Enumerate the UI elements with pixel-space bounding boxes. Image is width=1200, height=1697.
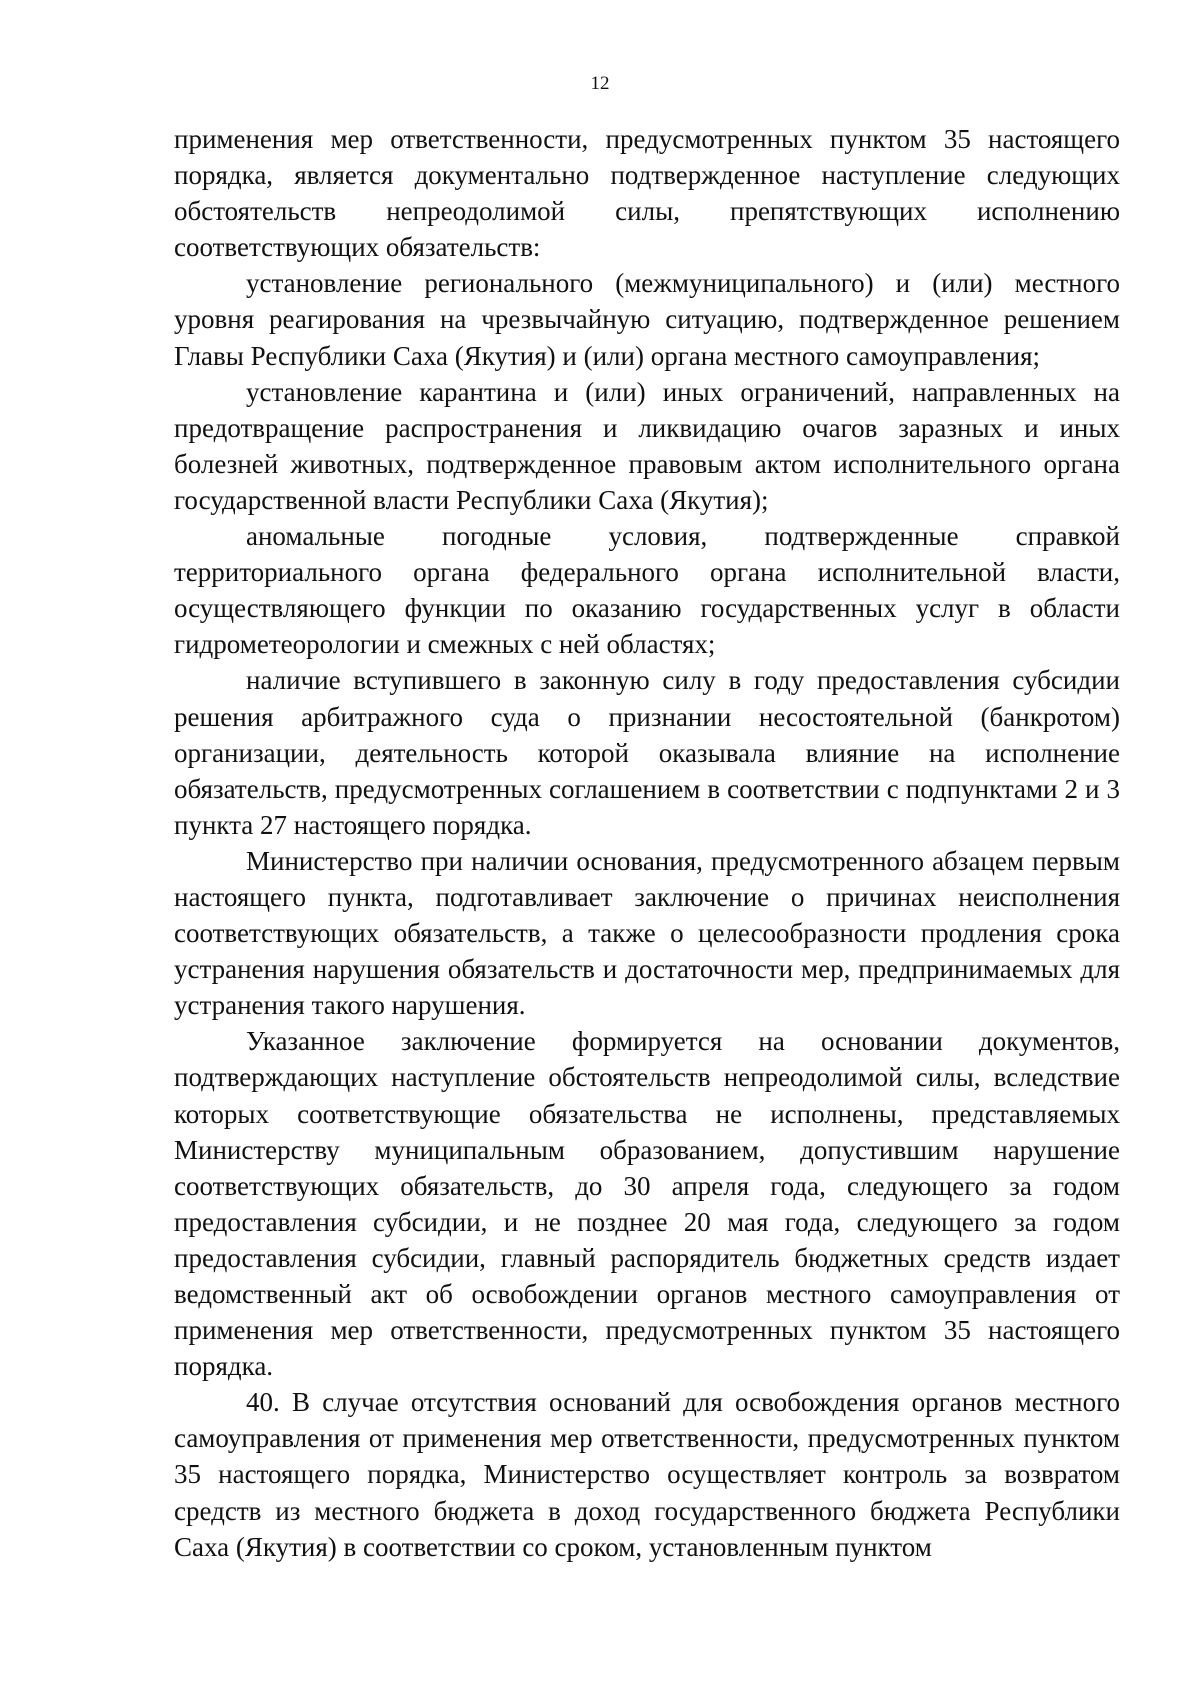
paragraph-quarantine: установление карантина и (или) иных ограничений, направленных на предотвращение распространения и ликвидацию очагов заразных и иных болезней животных, подтвержденное правовым актом исполнительного органа государственной власти Республики Саха (Якутия); [174, 376, 1120, 515]
paragraph-weather-conditions: аномальные погодные условия, подтвержденные справкой территориального органа федерального органа исполнительной власти, осуществляющего функции по оказанию государственных услуг в области гидрометеорологии и смежных с ней областях; [174, 521, 1120, 660]
paragraph-item-40: 40. В случае отсутствия оснований для освобождения органов местного самоуправления от применения мер ответственности, предусмотренных пунктом 35 настоящего порядка, Министерство осуществляет контроль за возвратом средств из местного бюджета в доход государственного бюджета Республики Саха (Якутия) в соответствии со сроком, установленным пунктом [174, 1387, 1120, 1562]
document-body [174, 121, 1120, 1565]
paragraph-regional-emergency: установление регионального (межмуниципального) и (или) местного уровня реагирования на чрезвычайную ситуацию, подтвержденное решением Главы Республики Саха (Якутия) и (или) органа местного самоуправления; [174, 268, 1120, 371]
paragraph-conclusion-basis: Указанное заключение формируется на основании документов, подтверждающих наступление обстоятельств непреодолимой силы, вследствие которых соответствующие обязательства не исполнены, представляемых Министерству муниципальным образованием, допустившим нарушение соответствующих обязательств, до 30 апреля года, следующего за годом предоставления субсидии, и не позднее 20 мая года, следующего за годом предоставления субсидии, главный распорядитель бюджетных средств издает ведомственный акт об освобождении органов местного самоуправления от применения мер ответственности, предусмотренных пунктом 35 настоящего порядка. [174, 1026, 1120, 1382]
paragraph-ministry-conclusion: Министерство при наличии основания, предусмотренного абзацем первым настоящего пункта, подготавливает заключение о причинах неисполнения соответствующих обязательств, а также о целесообразности продления срока устранения нарушения обязательств и достаточности мер, предпринимаемых для устранения такого нарушения. [174, 845, 1120, 1021]
page-number: 12 [590, 73, 610, 94]
paragraph-continuation: применения мер ответственности, предусмотренных пунктом 35 настоящего порядка, является документально подтвержденное наступление следующих обстоятельств непреодолимой силы, препятствующих исполнению соответствующих обязательств: [174, 124, 1120, 263]
paragraph-bankruptcy: наличие вступившего в законную силу в году предоставления субсидии решения арбитражного суда о признании несостоятельной (банкротом) организации, деятельность которой оказывала влияние на исполнение обязательств, предусмотренных соглашением в соответствии с подпунктами 2 и 3 пункта 27 настоящего порядка. [174, 665, 1120, 840]
